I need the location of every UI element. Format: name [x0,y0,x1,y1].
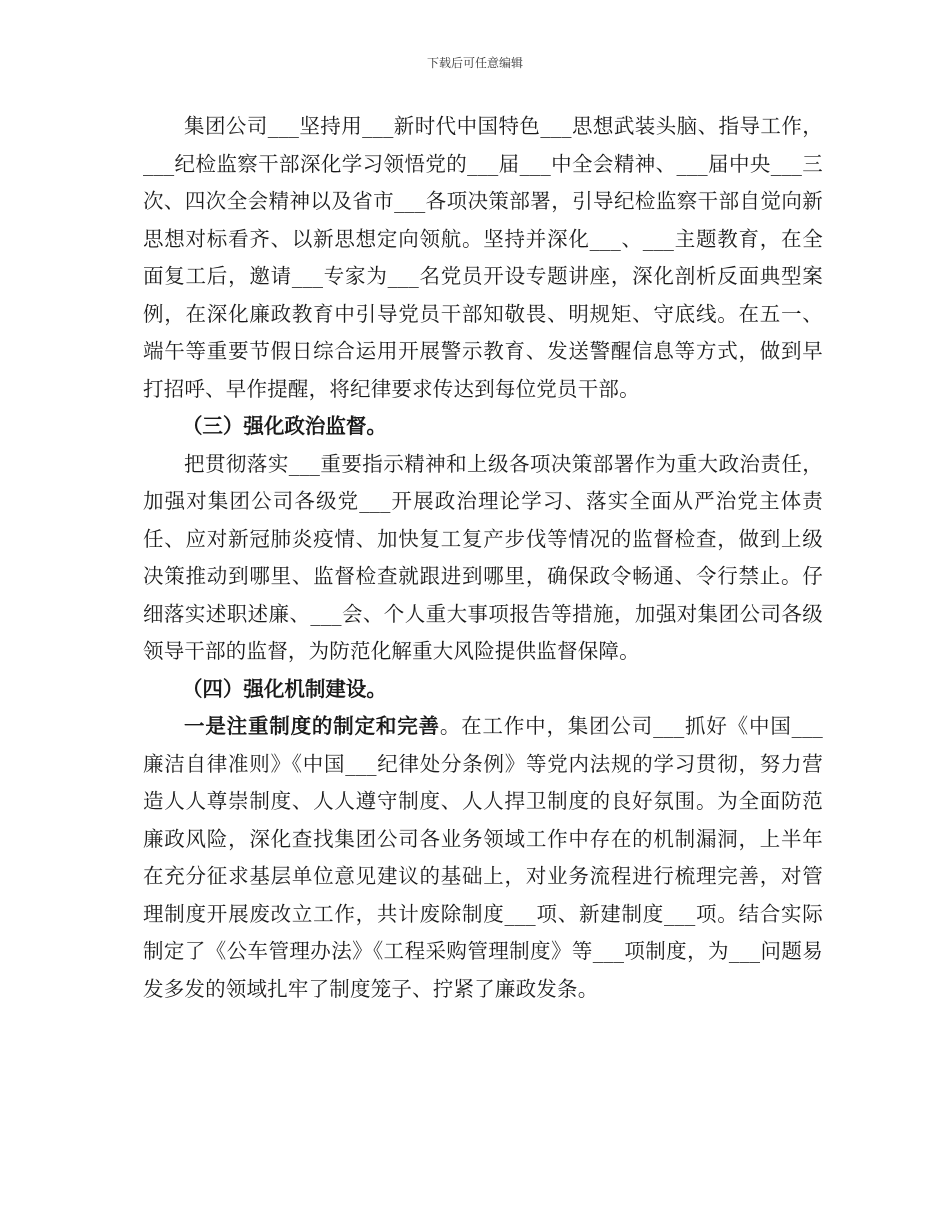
paragraph-2: 把贯彻落实___重要指示精神和上级各项决策部署作为重大政治责任，加强对集团公司各级党___开展政治理论学习、落实全面从严治党主体责任、应对新冠肺炎疫情、加快复工复产步伐等情况的监督检查，做到上级决策推动到哪里、监督检查就跟进到哪里，确保政令畅通、令行禁止。仔细落实述职述廉、___会、个人重大事项报告等措施，加强对集团公司各级领导干部的监督，为防范化解重大风险提供监督保障。 [143,451,823,663]
section-heading-4: （四）强化机制建设。 [181,676,387,701]
paragraph-3-lead: 一是注重制度的制定和完善 [184,714,440,738]
page-header: 下载后可任意编辑 [426,56,523,70]
document-body [143,108,823,1008]
paragraph-3 [143,708,823,1008]
paragraph-1: 集团公司___坚持用___新时代中国特色___思想武装头脑、指导工作，___纪检监察干部深化学习领悟党的___届___中全会精神、___届中央___三次、四次全会精神以及省市___各项决策部署，引导纪检监察干部自觉向新思想对标看齐、以新思想定向领航。坚持并深化___、___主题教育，在全面复工后，邀请___专家为___名党员开设专题讲座，深化剖析反面典型案例，在深化廉政教育中引导党员干部知敬畏、明规矩、守底线。在五一、端午等重要节假日综合运用开展警示教育、发送警醒信息等方式，做到早打招呼、早作提醒，将纪律要求传达到每位党员干部。 [143,114,823,401]
section-heading-3: （三）强化政治监督。 [181,414,387,438]
paragraph-3-text: 。在工作中，集团公司___抓好《中国___廉洁自律准则》《中国___纪律处分条例》等党内法规的学习贯彻，努力营造人人尊崇制度、人人遵守制度、人人捍卫制度的良好氛围。为全面防范廉政风险，深化查找集团公司各业务领域工作中存在的机制漏洞，上半年在充分征求基层单位意见建议的基础上，对业务流程进行梳理完善，对管理制度开展废改立工作，共计废除制度___项、新建制度___项。结合实际制定了《公车管理办法》《工程采购管理制度》等___项制度，为___问题易发多发的领域扎牢了制度笼子、拧紧了廉政发条。 [143,714,823,1001]
